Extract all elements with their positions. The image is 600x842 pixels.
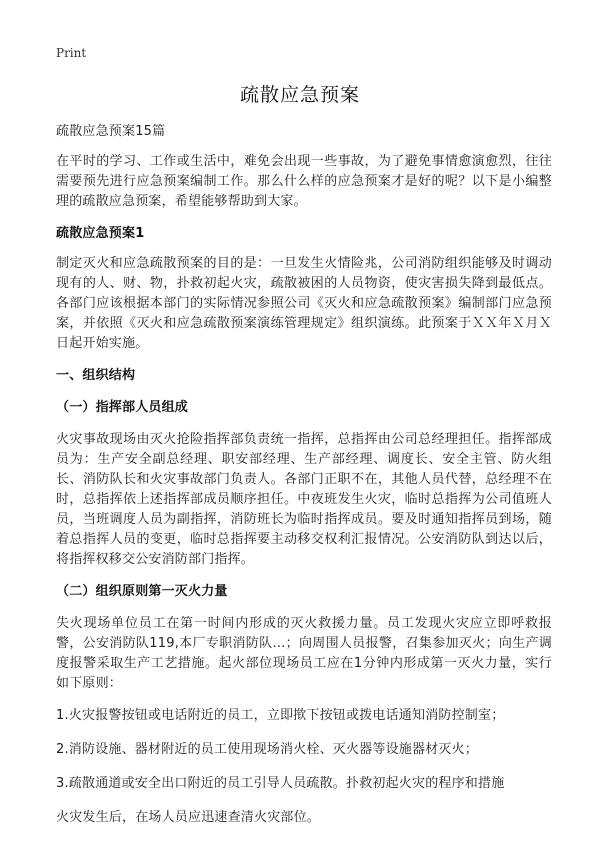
section-heading-organization: 一、组织结构 bbox=[56, 368, 136, 383]
intro-paragraph: 在平时的学习、工作或生活中，难免会出现一些事故，为了避免事情愈演愈烈，往往需要预先进行应急预案编制工作。那么什么样的应急预案才是好的呢？以下是小编整理的疏散应急预案，希望能够帮助到大家。 bbox=[56, 154, 552, 209]
document-subtitle: 疏散应急预案15篇 bbox=[56, 124, 166, 139]
document-body bbox=[56, 122, 552, 842]
list-item: 2.消防设施、器材附近的员工使用现场消火栓、灭火器等设施器材灭火； bbox=[56, 742, 479, 757]
page-title: 疏散应急预案 bbox=[239, 84, 360, 106]
print-link[interactable]: Print bbox=[56, 46, 87, 60]
list-item: 3.疏散通道或安全出口附近的员工引导人员疏散。扑救初起火灾的程序和措施 bbox=[56, 776, 505, 791]
list-item: 1.火灾报警按钮或电话附近的员工，立即揿下按钮或拨电话通知消防控制室； bbox=[56, 708, 505, 723]
principles-paragraph: 失火现场单位员工在第一时间内形成的灭火救援力量。员工发现火灾应立即呼救报警，公安消防队119,本厂专职消防队…；向周围人员报警，召集参加灭火；向生产调度报警采取生产工艺措施。起火部位现场员工应在1分钟内形成第一灭火力量，实行如下原则： bbox=[56, 616, 552, 691]
command-paragraph: 火灾事故现场由灭火抢险指挥部负责统一指挥，总指挥由公司总经理担任。指挥部成员为：生产安全副总经理、职安部经理、生产部经理、调度长、安全主管、防火组长、消防队长和火灾事故部门负责人。各部门正职不在，其他人员代替，总经理不在时，总指挥依上述指挥部成员顺序担任。中夜班发生火灾，临时总指挥为公司值班人员，当班调度人员为副指挥，消防班长为临时指挥成员。要及时通知指挥员到场，随着总指挥人员的变更，临时总指挥要主动移交权利汇报情况。公安消防队到达以后，将指挥权移交公安消防部门指挥。 bbox=[56, 432, 552, 567]
article-paragraph: 制定灭火和应急疏散预案的目的是：一旦发生火情险兆，公司消防组织能够及时调动现有的人、财、物，扑救初起火灾，疏散被困的人员物资，使灾害损失降到最低点。各部门应该根据本部门的实际情况参照公司《灭火和应急疏散预案》编制部门应急预案，并依照《灭火和应急疏散预案演练管理规定》组织演练。此预案于ＸＸ年Ｘ月Ｘ日起开始实施。 bbox=[56, 256, 552, 351]
subsection-heading-command: （一）指挥部人员组成 bbox=[56, 400, 189, 415]
article-heading: 疏散应急预案1 bbox=[56, 226, 145, 241]
subsection-heading-principles: （二）组织原则第一灭火力量 bbox=[56, 584, 228, 599]
closing-paragraph: 火灾发生后，在场人员应迅速查清火灾部位。 bbox=[56, 810, 321, 825]
